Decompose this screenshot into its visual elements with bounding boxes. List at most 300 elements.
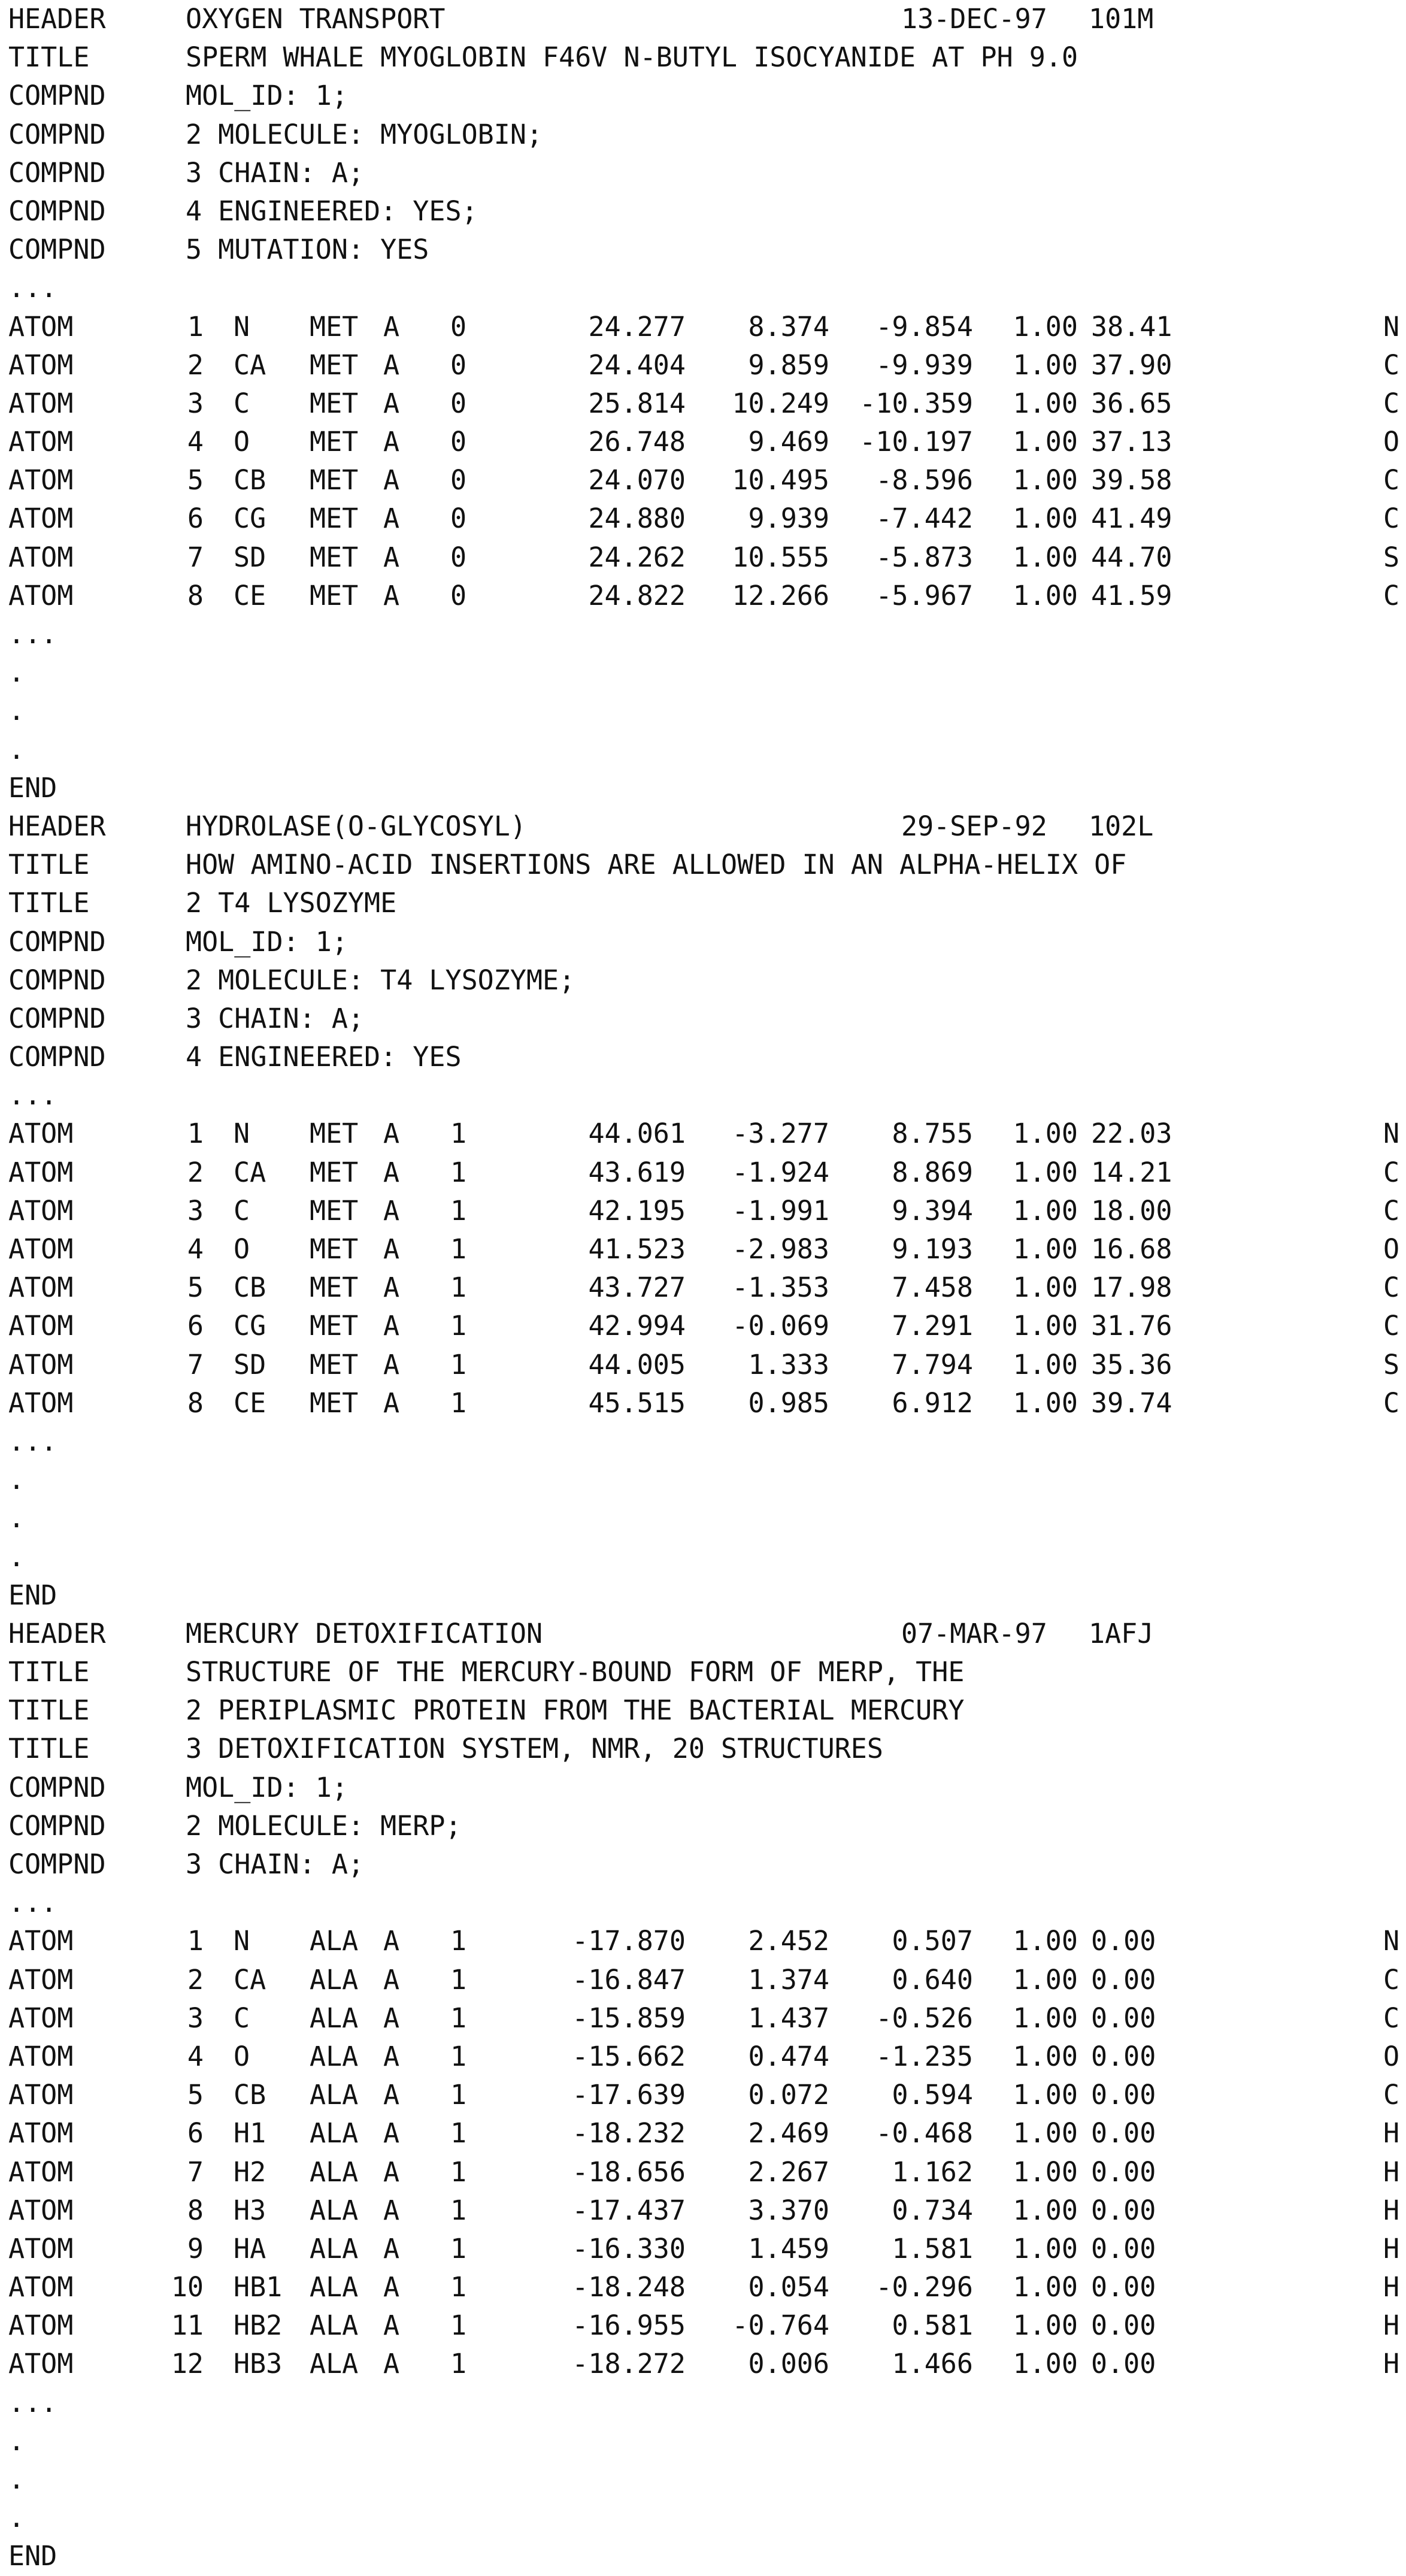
record-type: COMPND xyxy=(8,234,106,266)
record-type: END xyxy=(8,771,57,804)
residue-seq: 1 xyxy=(450,2079,467,2111)
atom-name: CE xyxy=(234,1387,266,1419)
element-symbol: H xyxy=(1383,2348,1400,2380)
record-text: 2 MOLECULE: MERP; xyxy=(186,1809,462,1842)
b-factor: 0.00 xyxy=(1091,2348,1156,2380)
record-type: COMPND xyxy=(8,195,106,227)
record-type: TITLE xyxy=(8,849,90,881)
chain-id: A xyxy=(383,503,400,535)
record-type: ATOM xyxy=(8,387,74,419)
record-text: 2 T4 LYSOZYME xyxy=(186,887,397,919)
element-symbol: O xyxy=(1383,426,1400,458)
element-symbol: N xyxy=(1383,1118,1400,1150)
occupancy: 1.00 xyxy=(1013,2040,1078,2072)
coord-z: -0.296 xyxy=(875,2271,973,2303)
record-type: ATOM xyxy=(8,1118,74,1150)
chain-id: A xyxy=(383,1118,400,1150)
occupancy: 1.00 xyxy=(1013,310,1078,343)
b-factor: 39.58 xyxy=(1091,464,1172,497)
element-symbol: N xyxy=(1383,1925,1400,1957)
residue-name: MET xyxy=(310,1118,359,1150)
chain-id: A xyxy=(383,541,400,573)
record-text: MOL_ID: 1; xyxy=(186,1771,348,1803)
atom-record xyxy=(0,385,1406,423)
chain-id: A xyxy=(383,2194,400,2226)
atom-record xyxy=(0,1269,1406,1307)
coord-z: 0.640 xyxy=(892,1963,973,1996)
compound-record xyxy=(0,231,1406,269)
atom-serial: 4 xyxy=(187,426,204,458)
record-type: COMPND xyxy=(8,1002,106,1034)
atom-name: N xyxy=(234,1118,250,1150)
ellipsis-line xyxy=(0,2460,1406,2499)
element-symbol: H xyxy=(1383,2156,1400,2188)
atom-name: CB xyxy=(234,2079,266,2111)
ellipsis: ... xyxy=(8,618,57,650)
occupancy: 1.00 xyxy=(1013,541,1078,573)
b-factor: 16.68 xyxy=(1091,1233,1172,1265)
atom-serial: 7 xyxy=(187,1348,204,1381)
record-type: ATOM xyxy=(8,1233,74,1265)
element-symbol: O xyxy=(1383,2040,1400,2072)
b-factor: 18.00 xyxy=(1091,1194,1172,1227)
b-factor: 17.98 xyxy=(1091,1272,1172,1304)
atom-name: SD xyxy=(234,541,266,573)
record-type: ATOM xyxy=(8,2348,74,2380)
element-symbol: N xyxy=(1383,310,1400,343)
atom-record xyxy=(0,1384,1406,1422)
header-record xyxy=(0,807,1406,846)
atom-name: HA xyxy=(234,2232,266,2265)
record-text: HOW AMINO-ACID INSERTIONS ARE ALLOWED IN AN ALPHA-HELIX OF xyxy=(186,849,1127,881)
record-text: 2 MOLECULE: MYOGLOBIN; xyxy=(186,118,543,150)
chain-id: A xyxy=(383,1156,400,1188)
coord-y: -1.924 xyxy=(732,1156,829,1188)
coord-x: -16.330 xyxy=(572,2232,686,2265)
atom-name: CA xyxy=(234,349,266,381)
coord-y: -0.069 xyxy=(732,1310,829,1342)
coord-y: 8.374 xyxy=(748,310,829,343)
occupancy: 1.00 xyxy=(1013,2117,1078,2150)
atom-record xyxy=(0,2230,1406,2268)
b-factor: 0.00 xyxy=(1091,2040,1156,2072)
residue-name: ALA xyxy=(310,1963,359,1996)
atom-serial: 3 xyxy=(187,2002,204,2034)
occupancy: 1.00 xyxy=(1013,2232,1078,2265)
record-type: ATOM xyxy=(8,2309,74,2342)
b-factor: 39.74 xyxy=(1091,1387,1172,1419)
record-type: ATOM xyxy=(8,1963,74,1996)
coord-y: 10.249 xyxy=(732,387,829,419)
residue-name: ALA xyxy=(310,2079,359,2111)
atom-record xyxy=(0,2268,1406,2306)
coord-z: 0.734 xyxy=(892,2194,973,2226)
atom-serial: 4 xyxy=(187,1233,204,1265)
chain-id: A xyxy=(383,310,400,343)
residue-seq: 0 xyxy=(450,426,467,458)
coord-y: 0.072 xyxy=(748,2079,829,2111)
record-type: ATOM xyxy=(8,1925,74,1957)
residue-seq: 0 xyxy=(450,464,467,497)
coord-x: -15.859 xyxy=(572,2002,686,2034)
atom-serial: 10 xyxy=(171,2271,204,2303)
coord-z: -10.197 xyxy=(859,426,973,458)
chain-id: A xyxy=(383,1272,400,1304)
coord-y: 3.370 xyxy=(748,2194,829,2226)
atom-record xyxy=(0,461,1406,500)
atom-name: HB2 xyxy=(234,2309,283,2342)
header-record xyxy=(0,0,1406,38)
coord-x: 25.814 xyxy=(588,387,686,419)
coord-z: 1.581 xyxy=(892,2232,973,2265)
record-type: ATOM xyxy=(8,503,74,535)
residue-name: MET xyxy=(310,426,359,458)
ellipsis: . xyxy=(8,1464,25,1496)
atom-serial: 6 xyxy=(187,1310,204,1342)
record-type: HEADER xyxy=(8,3,106,35)
element-symbol: S xyxy=(1383,541,1400,573)
atom-serial: 1 xyxy=(187,1118,204,1150)
ellipsis: . xyxy=(8,2502,25,2534)
compound-record xyxy=(0,154,1406,192)
coord-y: 0.474 xyxy=(748,2040,829,2072)
record-type: HEADER xyxy=(8,1617,106,1649)
compound-record xyxy=(0,77,1406,115)
occupancy: 1.00 xyxy=(1013,1118,1078,1150)
residue-seq: 1 xyxy=(450,2156,467,2188)
record-type: ATOM xyxy=(8,1348,74,1381)
b-factor: 44.70 xyxy=(1091,541,1172,573)
occupancy: 1.00 xyxy=(1013,2309,1078,2342)
residue-seq: 1 xyxy=(450,2040,467,2072)
atom-name: O xyxy=(234,426,250,458)
occupancy: 1.00 xyxy=(1013,2348,1078,2380)
coord-x: 41.523 xyxy=(588,1233,686,1265)
title-record xyxy=(0,884,1406,922)
record-type: ATOM xyxy=(8,1156,74,1188)
atom-record xyxy=(0,308,1406,346)
residue-name: MET xyxy=(310,1272,359,1304)
record-text: 3 DETOXIFICATION SYSTEM, NMR, 20 STRUCTURES xyxy=(186,1733,883,1765)
atom-serial: 2 xyxy=(187,349,204,381)
coord-y: 1.374 xyxy=(748,1963,829,1996)
coord-z: -10.359 xyxy=(859,387,973,419)
coord-x: 26.748 xyxy=(588,426,686,458)
b-factor: 22.03 xyxy=(1091,1118,1172,1150)
atom-serial: 9 xyxy=(187,2232,204,2265)
coord-y: 2.267 xyxy=(748,2156,829,2188)
coord-y: -3.277 xyxy=(732,1118,829,1150)
residue-name: ALA xyxy=(310,2232,359,2265)
atom-record xyxy=(0,2114,1406,2153)
atom-record xyxy=(0,1154,1406,1192)
atom-record xyxy=(0,1230,1406,1269)
record-type: ATOM xyxy=(8,2194,74,2226)
record-type: ATOM xyxy=(8,310,74,343)
chain-id: A xyxy=(383,1310,400,1342)
chain-id: A xyxy=(383,2156,400,2188)
ellipsis-line xyxy=(0,1076,1406,1115)
chain-id: A xyxy=(383,2348,400,2380)
chain-id: A xyxy=(383,426,400,458)
b-factor: 0.00 xyxy=(1091,2271,1156,2303)
ellipsis-line xyxy=(0,1422,1406,1461)
residue-name: MET xyxy=(310,1387,359,1419)
residue-name: ALA xyxy=(310,2348,359,2380)
title-record xyxy=(0,1653,1406,1691)
b-factor: 0.00 xyxy=(1091,1963,1156,1996)
compound-record xyxy=(0,961,1406,1000)
record-type: COMPND xyxy=(8,80,106,112)
residue-seq: 1 xyxy=(450,1194,467,1227)
residue-seq: 0 xyxy=(450,349,467,381)
b-factor: 0.00 xyxy=(1091,2156,1156,2188)
occupancy: 1.00 xyxy=(1013,1272,1078,1304)
element-symbol: C xyxy=(1383,579,1400,612)
atom-name: CB xyxy=(234,464,266,497)
chain-id: A xyxy=(383,2117,400,2150)
record-type: END xyxy=(8,2540,57,2572)
record-type: COMPND xyxy=(8,925,106,958)
coord-x: -18.656 xyxy=(572,2156,686,2188)
coord-z: 7.458 xyxy=(892,1272,973,1304)
ellipsis: . xyxy=(8,2424,25,2457)
compound-record xyxy=(0,1845,1406,1884)
b-factor: 35.36 xyxy=(1091,1348,1172,1381)
coord-y: 9.939 xyxy=(748,503,829,535)
residue-seq: 1 xyxy=(450,2002,467,2034)
chain-id: A xyxy=(383,349,400,381)
atom-serial: 5 xyxy=(187,2079,204,2111)
atom-name: SD xyxy=(234,1348,266,1381)
header-classification: HYDROLASE(O-GLYCOSYL) xyxy=(186,810,526,842)
atom-serial: 1 xyxy=(187,310,204,343)
element-symbol: H xyxy=(1383,2194,1400,2226)
atom-record xyxy=(0,2191,1406,2230)
chain-id: A xyxy=(383,2309,400,2342)
record-type: TITLE xyxy=(8,887,90,919)
occupancy: 1.00 xyxy=(1013,426,1078,458)
ellipsis-line xyxy=(0,1499,1406,1537)
coord-x: 44.005 xyxy=(588,1348,686,1381)
coord-y: 1.459 xyxy=(748,2232,829,2265)
residue-name: MET xyxy=(310,503,359,535)
atom-name: C xyxy=(234,387,250,419)
pdb-id: 102L xyxy=(1089,810,1154,842)
b-factor: 37.13 xyxy=(1091,426,1172,458)
coord-z: -9.939 xyxy=(875,349,973,381)
record-type: COMPND xyxy=(8,1041,106,1073)
header-classification: OXYGEN TRANSPORT xyxy=(186,3,446,35)
residue-name: MET xyxy=(310,349,359,381)
coord-z: -9.854 xyxy=(875,310,973,343)
residue-name: MET xyxy=(310,310,359,343)
atom-name: C xyxy=(234,1194,250,1227)
coord-x: -17.639 xyxy=(572,2079,686,2111)
occupancy: 1.00 xyxy=(1013,1387,1078,1419)
coord-x: -17.437 xyxy=(572,2194,686,2226)
atom-serial: 12 xyxy=(171,2348,204,2380)
ellipsis: ... xyxy=(8,272,57,304)
element-symbol: O xyxy=(1383,1233,1400,1265)
element-symbol: C xyxy=(1383,1310,1400,1342)
title-record xyxy=(0,1730,1406,1768)
atom-name: N xyxy=(234,1925,250,1957)
atom-name: CG xyxy=(234,503,266,535)
coord-y: 0.006 xyxy=(748,2348,829,2380)
coord-x: -17.870 xyxy=(572,1925,686,1957)
atom-record xyxy=(0,1307,1406,1345)
compound-record xyxy=(0,923,1406,961)
atom-serial: 5 xyxy=(187,1272,204,1304)
record-type: ATOM xyxy=(8,2232,74,2265)
atom-record xyxy=(0,2306,1406,2345)
end-record xyxy=(0,769,1406,807)
occupancy: 1.00 xyxy=(1013,1156,1078,1188)
coord-x: -15.662 xyxy=(572,2040,686,2072)
record-text: MOL_ID: 1; xyxy=(186,925,348,958)
record-text: STRUCTURE OF THE MERCURY-BOUND FORM OF MERP, THE xyxy=(186,1656,965,1688)
record-type: COMPND xyxy=(8,1848,106,1880)
record-type: ATOM xyxy=(8,464,74,497)
chain-id: A xyxy=(383,387,400,419)
atom-record xyxy=(0,346,1406,385)
element-symbol: C xyxy=(1383,464,1400,497)
residue-name: MET xyxy=(310,1348,359,1381)
element-symbol: C xyxy=(1383,349,1400,381)
ellipsis-line xyxy=(0,1538,1406,1576)
compound-record xyxy=(0,116,1406,154)
ellipsis: . xyxy=(8,695,25,727)
b-factor: 41.59 xyxy=(1091,579,1172,612)
atom-name: CA xyxy=(234,1963,266,1996)
ellipsis-line xyxy=(0,2499,1406,2537)
atom-serial: 3 xyxy=(187,387,204,419)
coord-y: 10.555 xyxy=(732,541,829,573)
occupancy: 1.00 xyxy=(1013,2194,1078,2226)
coord-x: -16.955 xyxy=(572,2309,686,2342)
record-type: ATOM xyxy=(8,2079,74,2111)
compound-record xyxy=(0,1000,1406,1038)
atom-record xyxy=(0,500,1406,538)
record-text: 4 ENGINEERED: YES xyxy=(186,1041,462,1073)
b-factor: 0.00 xyxy=(1091,2117,1156,2150)
end-record xyxy=(0,2537,1406,2575)
occupancy: 1.00 xyxy=(1013,503,1078,535)
coord-z: 8.869 xyxy=(892,1156,973,1188)
coord-z: 1.466 xyxy=(892,2348,973,2380)
residue-name: MET xyxy=(310,1233,359,1265)
atom-serial: 4 xyxy=(187,2040,204,2072)
b-factor: 31.76 xyxy=(1091,1310,1172,1342)
atom-record xyxy=(0,1999,1406,2038)
atom-name: CE xyxy=(234,579,266,612)
ellipsis-line xyxy=(0,731,1406,769)
record-type: ATOM xyxy=(8,1194,74,1227)
coord-z: 0.594 xyxy=(892,2079,973,2111)
coord-y: 9.859 xyxy=(748,349,829,381)
occupancy: 1.00 xyxy=(1013,1925,1078,1957)
residue-seq: 1 xyxy=(450,2194,467,2226)
atom-name: C xyxy=(234,2002,250,2034)
coord-x: 42.994 xyxy=(588,1310,686,1342)
compound-record xyxy=(0,1038,1406,1076)
residue-seq: 1 xyxy=(450,2117,467,2150)
atom-name: H3 xyxy=(234,2194,266,2226)
atom-serial: 1 xyxy=(187,1925,204,1957)
residue-seq: 1 xyxy=(450,1387,467,1419)
record-text: 3 CHAIN: A; xyxy=(186,1848,365,1880)
ellipsis: ... xyxy=(8,2386,57,2418)
record-type: ATOM xyxy=(8,541,74,573)
ellipsis: ... xyxy=(8,1079,57,1112)
coord-z: 7.291 xyxy=(892,1310,973,1342)
title-record xyxy=(0,38,1406,77)
coord-y: 10.495 xyxy=(732,464,829,497)
coord-x: 43.727 xyxy=(588,1272,686,1304)
coord-x: -16.847 xyxy=(572,1963,686,1996)
record-type: TITLE xyxy=(8,1694,90,1727)
occupancy: 1.00 xyxy=(1013,2271,1078,2303)
element-symbol: H xyxy=(1383,2309,1400,2342)
residue-seq: 1 xyxy=(450,1925,467,1957)
coord-y: -0.764 xyxy=(732,2309,829,2342)
coord-z: 9.394 xyxy=(892,1194,973,1227)
coord-z: 8.755 xyxy=(892,1118,973,1150)
record-type: ATOM xyxy=(8,426,74,458)
residue-seq: 0 xyxy=(450,541,467,573)
record-type: ATOM xyxy=(8,2156,74,2188)
pdb-id: 1AFJ xyxy=(1089,1617,1154,1649)
ellipsis: . xyxy=(8,1502,25,1534)
occupancy: 1.00 xyxy=(1013,2156,1078,2188)
element-symbol: C xyxy=(1383,1387,1400,1419)
residue-seq: 0 xyxy=(450,503,467,535)
chain-id: A xyxy=(383,2232,400,2265)
coord-y: 12.266 xyxy=(732,579,829,612)
record-text: MOL_ID: 1; xyxy=(186,80,348,112)
chain-id: A xyxy=(383,1233,400,1265)
coord-x: 43.619 xyxy=(588,1156,686,1188)
ellipsis-line xyxy=(0,615,1406,653)
record-type: ATOM xyxy=(8,1310,74,1342)
atom-serial: 6 xyxy=(187,2117,204,2150)
atom-serial: 8 xyxy=(187,1387,204,1419)
element-symbol: C xyxy=(1383,387,1400,419)
coord-x: 45.515 xyxy=(588,1387,686,1419)
chain-id: A xyxy=(383,464,400,497)
record-text: SPERM WHALE MYOGLOBIN F46V N-BUTYL ISOCYANIDE AT PH 9.0 xyxy=(186,41,1078,74)
residue-name: ALA xyxy=(310,1925,359,1957)
ellipsis-line xyxy=(0,269,1406,307)
occupancy: 1.00 xyxy=(1013,2002,1078,2034)
coord-x: 42.195 xyxy=(588,1194,686,1227)
compound-record xyxy=(0,192,1406,231)
record-type: ATOM xyxy=(8,2271,74,2303)
title-record xyxy=(0,1691,1406,1730)
atom-serial: 6 xyxy=(187,503,204,535)
atom-name: H2 xyxy=(234,2156,266,2188)
ellipsis-line xyxy=(0,1461,1406,1499)
b-factor: 0.00 xyxy=(1091,2002,1156,2034)
ellipsis-line xyxy=(0,692,1406,730)
coord-y: 1.437 xyxy=(748,2002,829,2034)
record-type: ATOM xyxy=(8,579,74,612)
record-text: 5 MUTATION: YES xyxy=(186,234,429,266)
coord-z: 0.581 xyxy=(892,2309,973,2342)
compound-record xyxy=(0,1769,1406,1807)
record-type: TITLE xyxy=(8,1733,90,1765)
